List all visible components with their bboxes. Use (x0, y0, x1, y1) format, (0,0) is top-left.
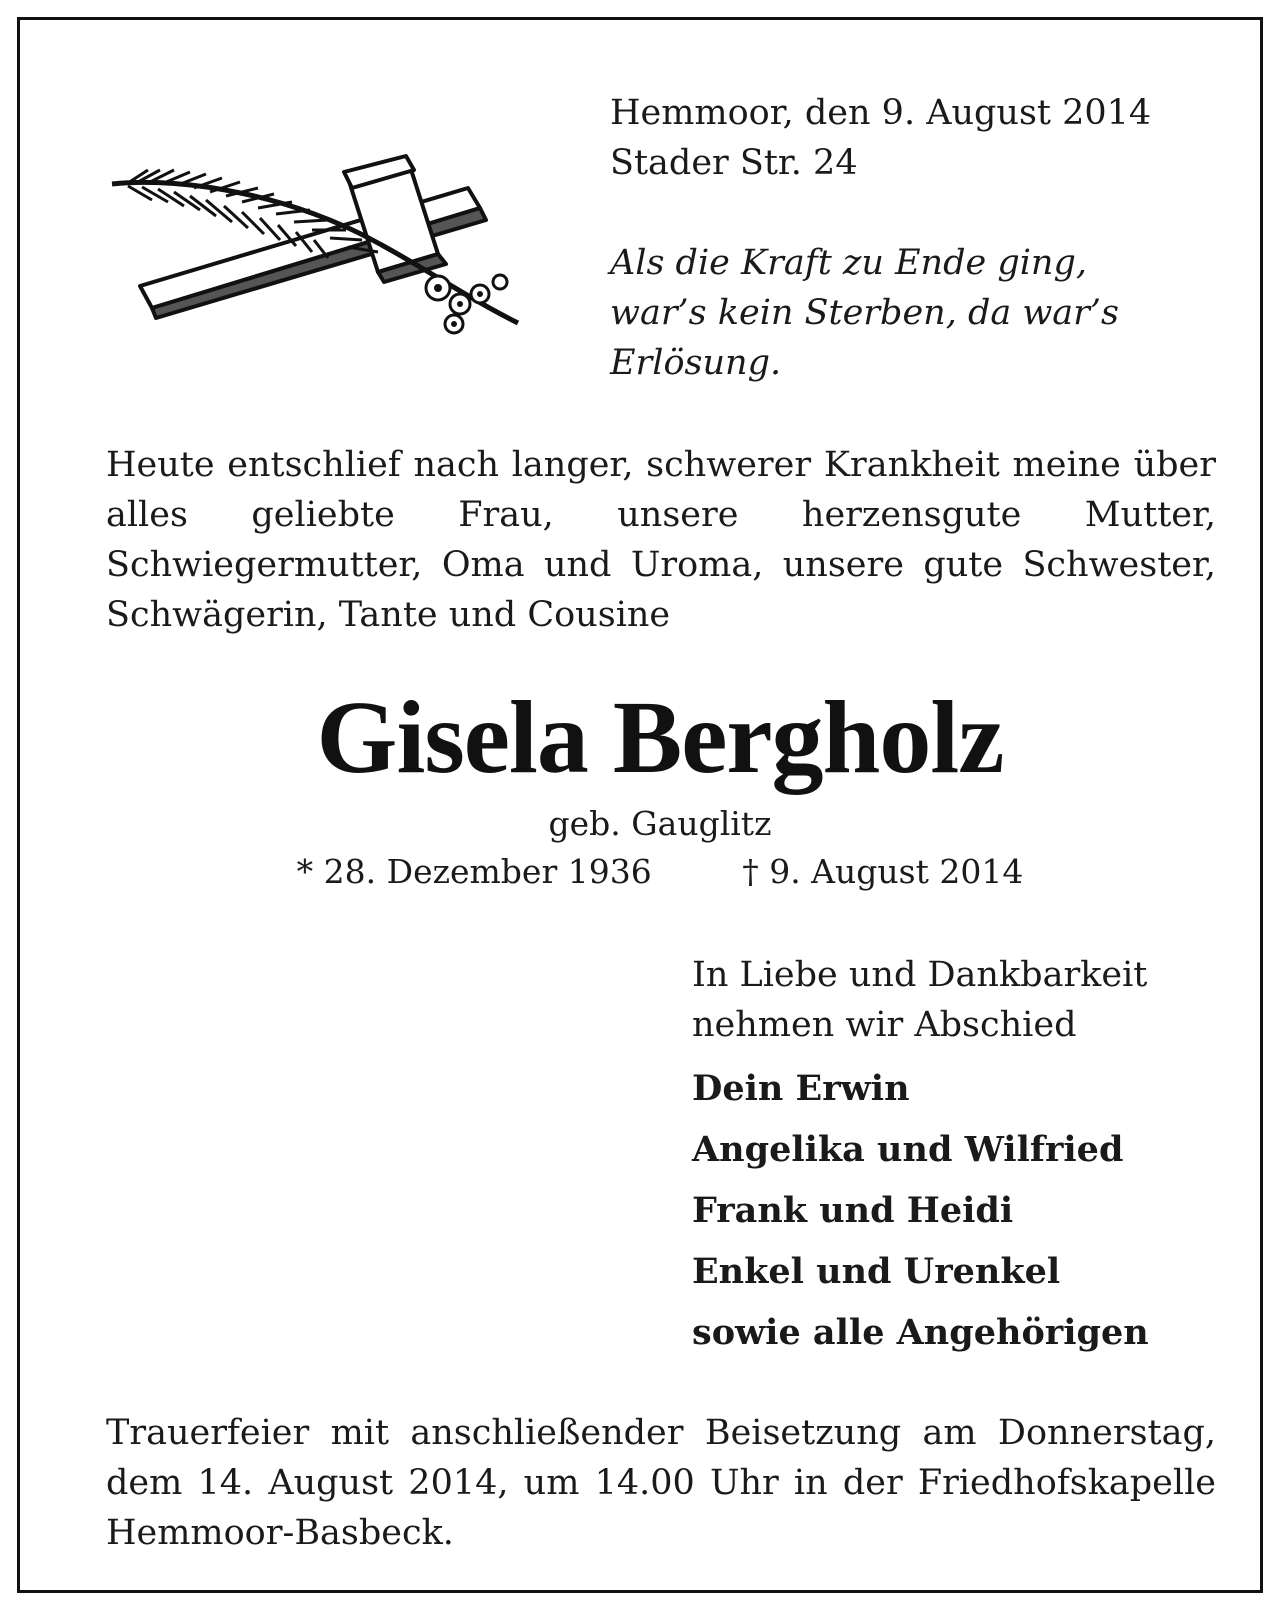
quote-line: Erlösung. (610, 343, 782, 383)
quote-line: war’s kein Sterben, da war’s (610, 293, 1119, 333)
signer: sowie alle Angehörigen (692, 1312, 1149, 1353)
signer: Enkel und Urenkel (692, 1251, 1061, 1292)
life-dates (20, 850, 1280, 894)
birth-date: * 28. Dezember 1936 (296, 852, 652, 891)
farewell-line: nehmen wir Abschied (692, 1005, 1077, 1045)
quote-line: Als die Kraft zu Ende ging, (610, 243, 1087, 283)
place-and-address (610, 88, 1151, 188)
obituary-notice (17, 17, 1263, 1593)
maiden-name: geb. Gauglitz (548, 804, 772, 843)
signers-list (692, 1058, 1149, 1363)
place-date: Hemmoor, den 9. August 2014 (610, 93, 1152, 133)
signer: Frank und Heidi (692, 1190, 1014, 1231)
farewell-line: In Liebe und Dankbarkeit (692, 955, 1148, 995)
memorial-quote (610, 238, 1250, 388)
intro-paragraph: Heute entschlief nach langer, schwerer Krankheit meine über alles geliebte Frau, unsere herzensgute Mutter, Schwiegermutter, Oma und Uroma, unsere gute Schwester, Schwägerin, Tante und Cousine (106, 445, 1216, 635)
signer: Angelika und Wilfried (692, 1129, 1124, 1170)
ceremony-info: Trauerfeier mit anschließender Beisetzung am Donnerstag, dem 14. August 2014, um 14.00 Uhr in der Friedhofskapelle Hemmoor-Basbeck. (106, 1413, 1216, 1553)
address: Stader Str. 24 (610, 143, 858, 183)
cross-with-palm-frond-icon (108, 148, 538, 348)
signer: Dein Erwin (692, 1068, 910, 1109)
death-date: † 9. August 2014 (742, 852, 1024, 891)
farewell-text (692, 950, 1147, 1050)
deceased-name: Gisela Bergholz (316, 680, 1004, 795)
